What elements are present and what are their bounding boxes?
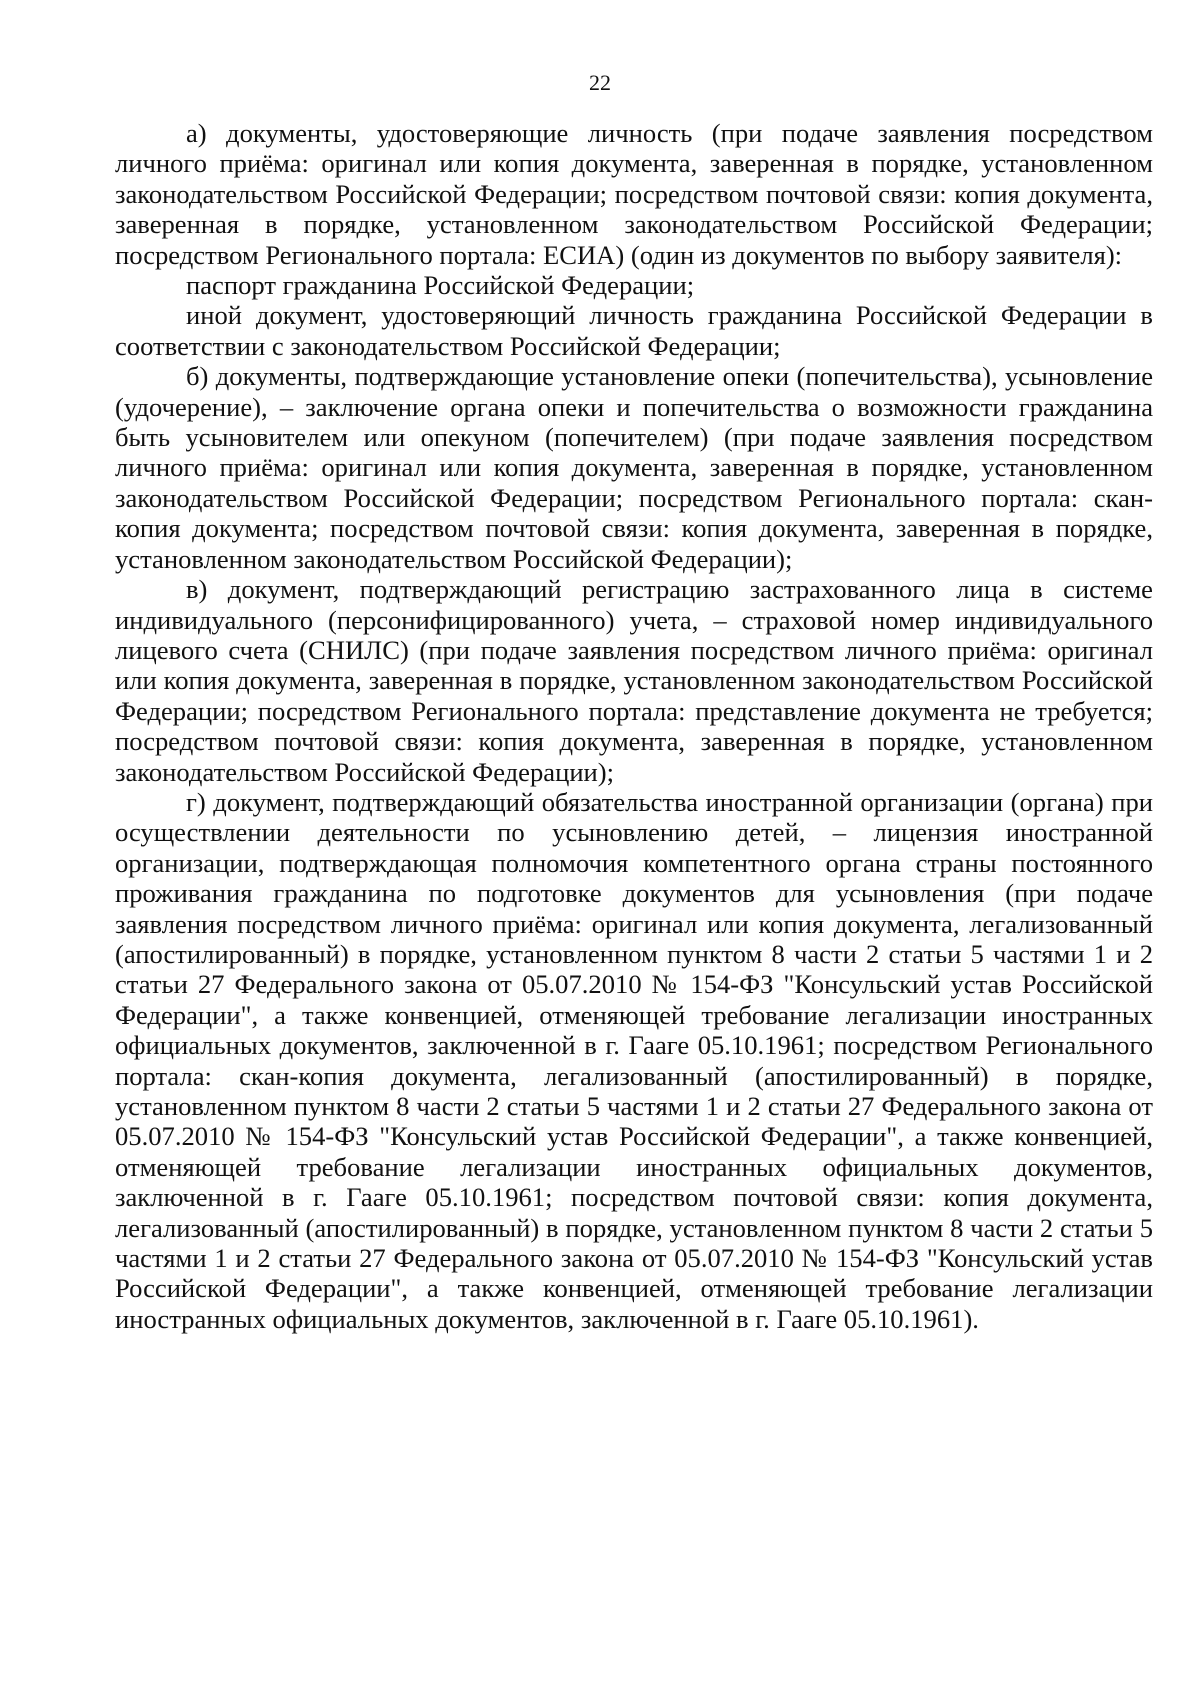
- paragraph-g-foreign-organization-document: г) документ, подтверждающий обязательства иностранной организации (органа) при осуществлении деятельности по усыновлению детей, – лицензия иностранной организации, подтверждающая полномочия компетентного органа страны постоянного проживания гражданина по подготовке документов для усыновления (при подаче заявления посредством личного приёма: оригинал или копия документа, легализованный (апостилированный) в порядке, установленном пунктом 8 части 2 статьи 5 частями 1 и 2 статьи 27 Федерального закона от 05.07.2010 № 154-ФЗ "Консульский устав Российской Федерации", а также конвенцией, отменяющей требование легализации иностранных официальных документов, заключенной в г. Гааге 05.10.1961; посредством Регионального портала: скан-копия документа, легализованный (апостилированный) в порядке, установленном пунктом 8 части 2 статьи 5 частями 1 и 2 статьи 27 Федерального закона от 05.07.2010 № 154-ФЗ "Консульский устав Российской Федерации", а также конвенцией, отменяющей требование легализации иностранных официальных документов, заключенной в г. Гааге 05.10.1961; посредством почтовой связи: копия документа, легализованный (апостилированный) в порядке, установленном пунктом 8 части 2 статьи 5 частями 1 и 2 статьи 27 Федерального закона от 05.07.2010 № 154-ФЗ "Консульский устав Российской Федерации", а также конвенцией, отменяющей требование легализации иностранных официальных документов, заключенной в г. Гааге 05.10.1961).: [115, 786, 1153, 1334]
- paragraph-v-snils-document: в) документ, подтверждающий регистрацию застрахованного лица в системе индивидуального (персонифицированного) учета, – страховой номер индивидуального лицевого счета (СНИЛС) (при подаче заявления посредством личного приёма: оригинал или копия документа, заверенная в порядке, установленном законодательством Российской Федерации; посредством Регионального портала: представление документа не требуется; посредством почтовой связи: копия документа, заверенная в порядке, установленном законодательством Российской Федерации);: [115, 574, 1153, 787]
- paragraph-other-identity-document: иной документ, удостоверяющий личность гражданина Российской Федерации в соответствии с законодательством Российской Федерации;: [115, 300, 1153, 361]
- paragraph-passport: паспорт гражданина Российской Федерации;: [186, 270, 695, 301]
- paragraph-a-identity-documents: а) документы, удостоверяющие личность (при подаче заявления посредством личного приёма: оригинал или копия документа, заверенная в порядке, установленном законодательством Российской Федерации; посредством почтовой связи: копия документа, заверенная в порядке, установленном законодательством Российской Федерации; посредством Регионального портала: ЕСИА) (один из документов по выбору заявителя):: [115, 118, 1153, 270]
- paragraph-b-guardianship-documents: б) документы, подтверждающие установление опеки (попечительства), усыновление (удочерение), – заключение органа опеки и попечительства о возможности гражданина быть усыновителем или опекуном (попечителем) (при подаче заявления посредством личного приёма: оригинал или копия документа, заверенная в порядке, установленном законодательством Российской Федерации; посредством Регионального портала: скан-копия документа; посредством почтовой связи: копия документа, заверенная в порядке, установленном законодательством Российской Федерации);: [115, 361, 1153, 574]
- page-number: 22: [589, 70, 611, 95]
- document-body: [115, 118, 1153, 1334]
